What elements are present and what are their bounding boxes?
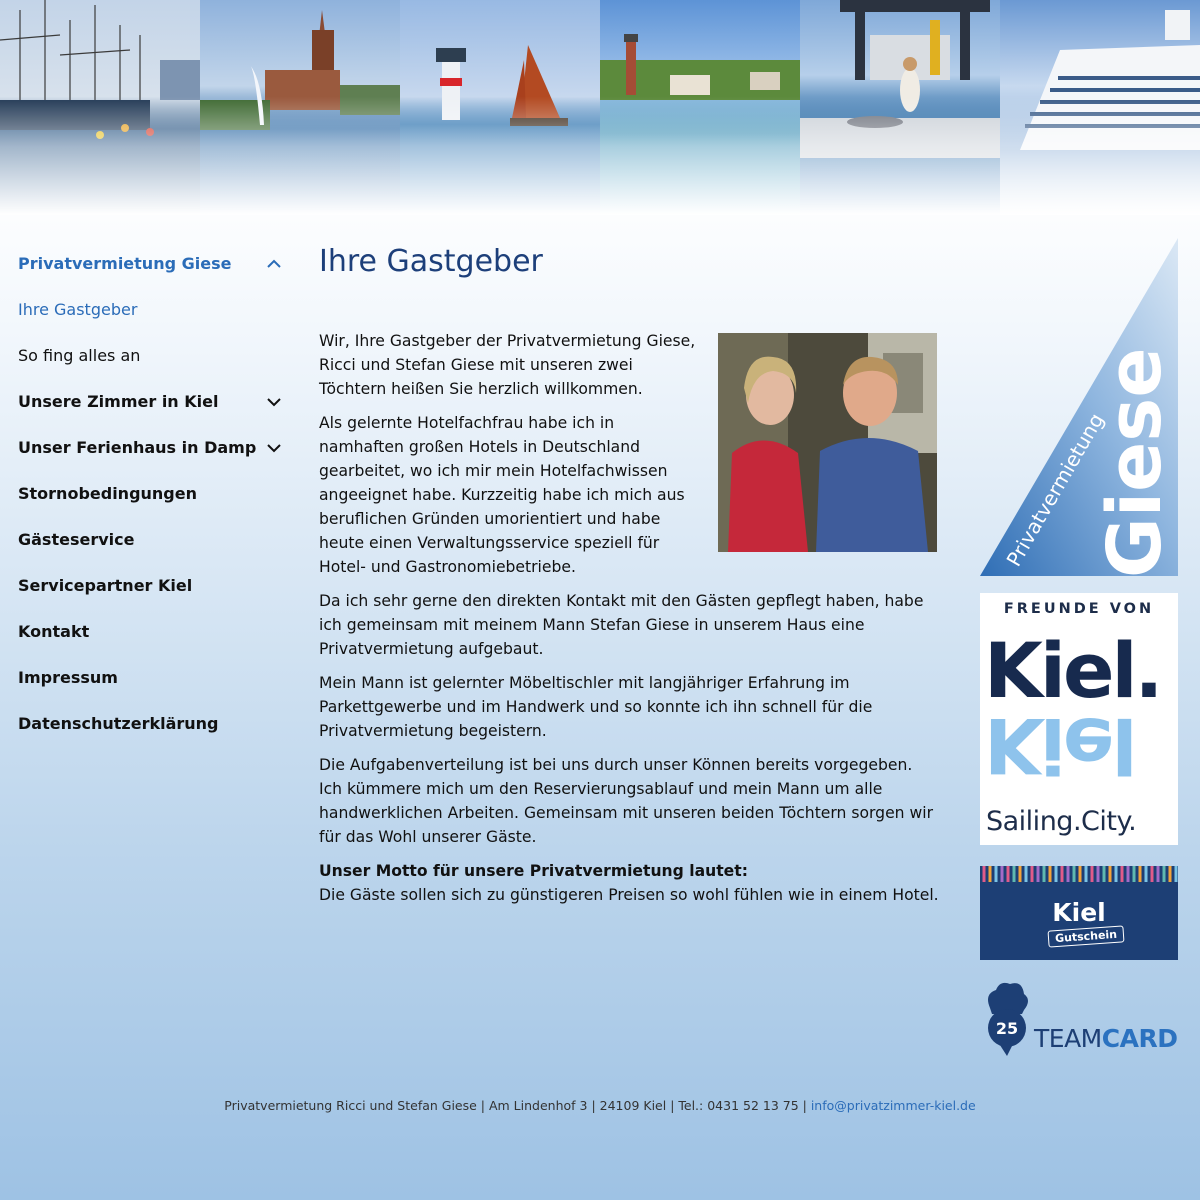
teamcard-name-a: TEAM [1034,1024,1102,1053]
nav-item-servicepartner-kiel[interactable] [18,568,283,614]
motto [319,859,939,907]
chef-hat-icon [980,980,1034,1058]
giese-logo-small-text: Privatvermietung [1001,408,1109,571]
nav-item-stornobedingungen[interactable] [18,476,283,522]
hosts-photo-image [718,333,937,552]
harbor-sailships-image [0,0,200,215]
chevron-up-icon[interactable] [265,255,283,273]
nav-item-label: Kontakt [18,622,90,641]
nav-item-so-fing-alles-an[interactable] [18,338,283,384]
paragraph: Da ich sehr gerne den direkten Kontakt mit den Gästen gepflegt haben, habe ich gemeinsam mit meinem Mann Stefan Giese in unserem Haus eine Privatvermietung aufgebaut. [319,592,924,658]
nav-item-label: So fing alles an [18,346,141,365]
kiel-sailing-text: Sailing.City. [986,806,1137,837]
nav-item-label: Gästeservice [18,530,135,549]
nav-item-impressum[interactable] [18,660,283,706]
teamcard-name [1034,1024,1177,1053]
chevron-down-icon[interactable] [265,393,283,411]
nav-item-label: Unser Ferienhaus in Damp [18,438,257,457]
nav-item-label: Servicepartner Kiel [18,576,193,595]
paragraph: Wir, Ihre Gastgeber der Privatvermietung Giese, Ricci und Stefan Giese mit unseren zwei Töchtern heißen Sie herzlich willkommen. [319,332,696,398]
shipyard-people-image [800,0,1000,215]
sidebar-nav [18,246,283,752]
paragraph: Mein Mann ist gelernter Möbeltischler mit langjähriger Erfahrung im Parkettgewerbe und im Handwerk und so konnte ich ihn schnell für die Privatvermietung begeistern. [319,674,873,740]
nav-item-kontakt[interactable] [18,614,283,660]
lighthouse-sailboat-image [400,0,600,215]
paragraph: Als gelernte Hotelfachfrau habe ich in namhaften großen Hotels in Deutschland gearbeitet, wo ich mir mein Hotelfachwissen angeeignet habe. Kurzzeitig habe ich mich aus beruflichen Gründen umorientiert und habe heute einen Verwaltungsservice speziell für Hotel- und Gastronomiebetriebe. [319,414,685,576]
kiel-mirror-text: Kiel [984,701,1135,790]
nav-item-label: Impressum [18,668,118,687]
nav-item-label: Privatvermietung Giese [18,254,232,273]
motto-text: Die Gäste sollen sich zu günstigeren Preisen so wohl fühlen wie in einem Hotel. [319,886,939,904]
header-banner [0,0,1200,215]
nav-item-gaesteservice[interactable] [18,522,283,568]
footer [0,1098,1200,1113]
cruise-ships-image [1000,0,1200,215]
kiel-sailing-city-logo[interactable] [980,593,1178,845]
main-content [319,240,939,917]
nav-item-label: Ihre Gastgeber [18,300,138,319]
townhall-fountain-image [200,0,400,215]
giese-logo[interactable] [980,238,1178,578]
teamcard-logo[interactable] [980,980,1178,1058]
gutschein-tag: Gutschein [1047,925,1124,947]
nav-item-ferienhaus-damp[interactable] [18,430,283,476]
kiel-freunde-text: FREUNDE VON [1003,601,1155,617]
giese-logo-big-text: Giese [1092,347,1178,578]
footer-address: Privatvermietung Ricci und Stefan Giese | Am Lindenhof 3 | 24109 Kiel | Tel.: 0431 52 13 75 | [224,1098,811,1113]
nav-item-label: Stornobedingungen [18,484,197,503]
page-title: Ihre Gastgeber [319,244,543,279]
paragraph: Die Aufgabenverteilung ist bei uns durch unser Können bereits vorgegeben. Ich kümmere mich um den Reservierungsablauf und mein Mann um alle handwerklichen Arbeiten. Gemeinsam mit unseren beiden Töchtern sorgen wir für das Wohl unserer Gäste. [319,756,934,846]
nav-item-label: Datenschutzerklärung [18,714,219,733]
nav-item-ihre-gastgeber[interactable] [18,292,283,338]
gutschein-kiel-text: Kiel [1052,898,1106,927]
nav-item-label: Unsere Zimmer in Kiel [18,392,219,411]
color-stripes-icon [980,866,1178,882]
motto-label: Unser Motto für unsere Privatvermietung lautet: [319,862,748,880]
nav-item-datenschutzerklaerung[interactable] [18,706,283,752]
kiel-big-text: Kiel. [984,626,1161,715]
nav-item-privatvermietung-giese[interactable] [18,246,283,292]
footer-email-link[interactable]: info@privatzimmer-kiel.de [810,1098,976,1113]
teamcard-badge-text: 25 [995,1019,1019,1038]
kiel-gutschein-logo[interactable] [980,866,1178,960]
chevron-down-icon[interactable] [265,439,283,457]
teamcard-name-b: CARD [1101,1024,1178,1053]
nav-item-unsere-zimmer[interactable] [18,384,283,430]
coast-lighthouse-image [600,0,800,215]
